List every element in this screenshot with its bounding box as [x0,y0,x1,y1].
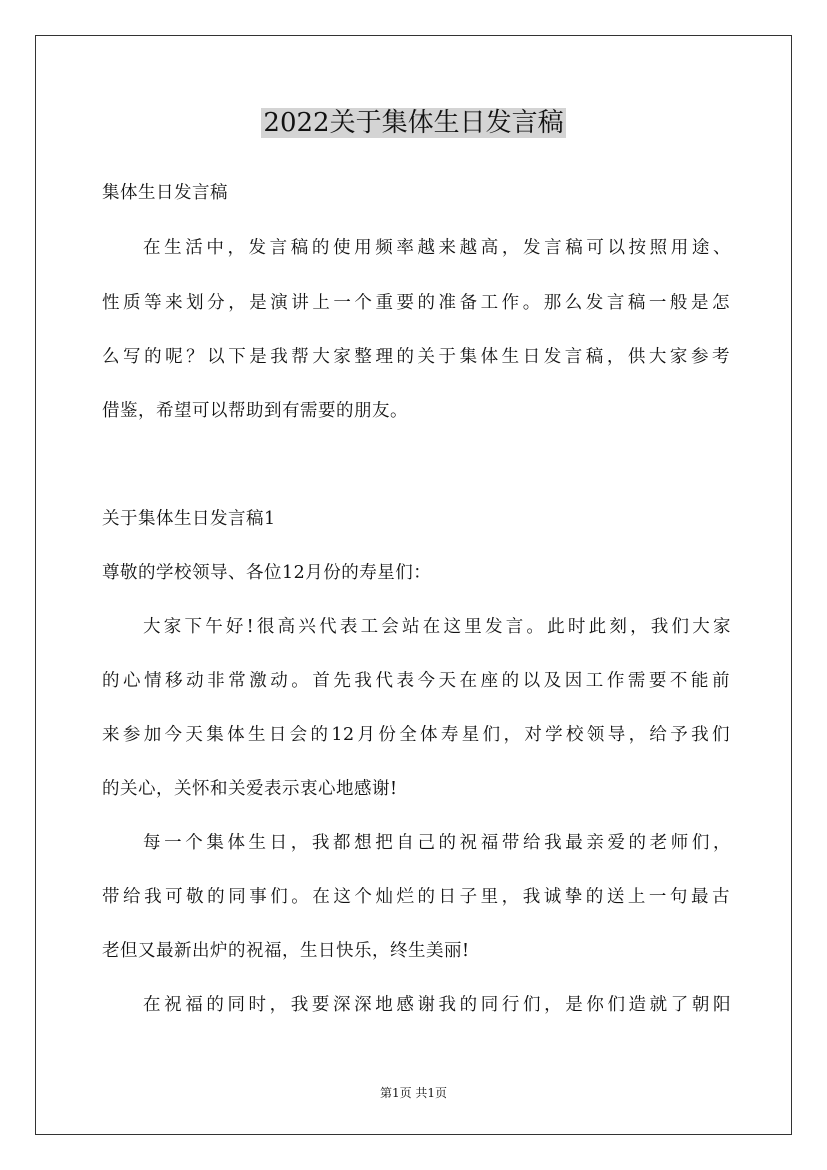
section-heading: 关于集体生日发言稿1 [102,509,276,529]
paragraph-line: 带给我可敬的同事们。在这个灿烂的日子里，我诚挚的送上一句最古 [102,887,730,907]
page-footer: 第1页 共1页 [379,1086,448,1100]
paragraph-line: 的心情移动非常激动。首先我代表今天在座的以及因工作需要不能前 [102,671,730,691]
document-subtitle: 集体生日发言稿 [102,183,228,203]
paragraph-line: 来参加今天集体生日会的12月份全体寿星们，对学校领导，给予我们 [102,725,730,745]
document-title-text: 2022关于集体生日发言稿 [263,108,564,138]
paragraph-line: 每一个集体生日，我都想把自己的祝福带给我最亲爱的老师们， [143,833,731,853]
paragraph-line: 的关心，关怀和关爱表示衷心地感谢! [102,779,398,799]
document-title [0,103,827,143]
intro-line: 借鉴，希望可以帮助到有需要的朋友。 [102,401,408,421]
paragraph-line: 大家下午好!很高兴代表工会站在这里发言。此时此刻，我们大家 [143,617,731,637]
salutation: 尊敬的学校领导、各位12月份的寿星们： [102,563,432,583]
intro-line: 在生活中，发言稿的使用频率越来越高，发言稿可以按照用途、 [143,238,731,258]
intro-line: 性质等来划分，是演讲上一个重要的准备工作。那么发言稿一般是怎 [102,293,730,313]
intro-line: 么写的呢？以下是我帮大家整理的关于集体生日发言稿，供大家参考 [102,347,730,367]
paragraph-line: 老但又最新出炉的祝福，生日快乐，终生美丽! [102,941,470,961]
paragraph-line: 在祝福的同时，我要深深地感谢我的同行们，是你们造就了朝阳 [143,995,731,1015]
